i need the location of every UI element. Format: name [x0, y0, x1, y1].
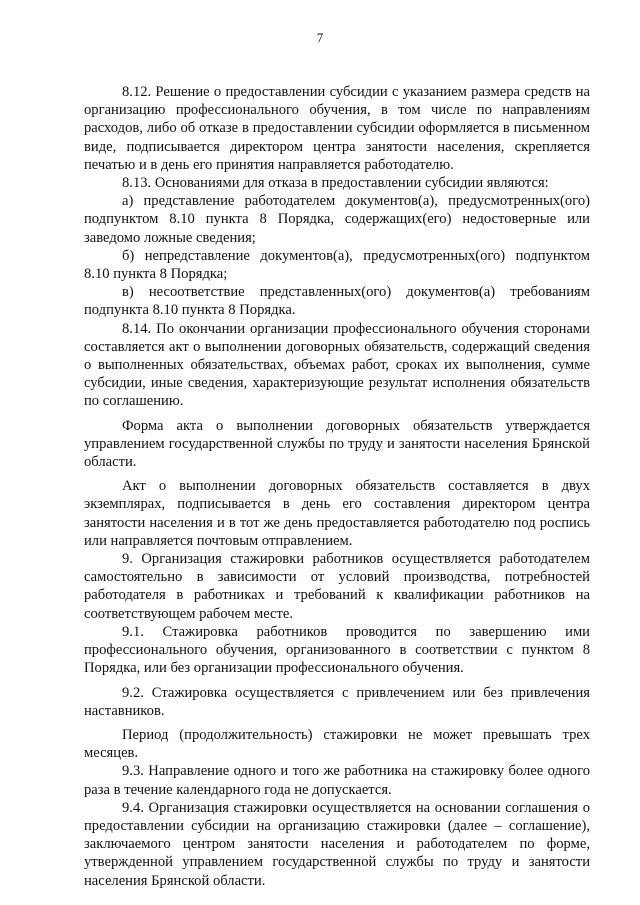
paragraph-act-copies: Акт о выполнении договорных обязательств составляется в двух экземплярах, подписывается в день его составления директором центра занятости населения и в тот же день предоставляется работодателю под роспись или направляется почтовым отправлением. [84, 478, 590, 549]
paragraph-9-1: 9.1. Стажировка работников проводится по завершению ими профессионального обучения, организованного в соответствии с пунктом 8 Порядка, или без организации профессионального обучения. [84, 623, 590, 677]
paragraph-8-13-a: а) представление работодателем документов(а), предусмотренных(ого) подпунктом 8.10 пункта 8 Порядка, содержащих(его) недостоверные или заведомо ложные сведения; [84, 193, 590, 246]
document-body [84, 83, 590, 890]
paragraph-8-13-b: б) непредставление документов(а), предусмотренных(ого) подпунктом 8.10 пункта 8 Порядка; [84, 247, 590, 283]
paragraph-8-14: 8.14. По окончании организации профессионального обучения сторонами составляется акт о выполнении договорных обязательств, содержащий сведения о выполненных обязательствах, объемах работ, сроках их выполнения, сумме субсидии, иные сведения, характеризующие результат исполнения обязательств по соглашению. [84, 320, 590, 410]
paragraph-internship-period: Период (продолжительность) стажировки не может превышать трех месяцев. [84, 726, 590, 762]
paragraph-8-13: 8.13. Основаниями для отказа в предоставлении субсидии являются: [122, 175, 549, 192]
paragraph-9-2: 9.2. Стажировка осуществляется с привлечением или без привлечения наставников. [84, 684, 590, 719]
paragraph-act-form: Форма акта о выполнении договорных обязательств утверждается управлением государственной службы по труду и занятости населения Брянской области. [84, 417, 590, 471]
paragraph-9: 9. Организация стажировки работников осуществляется работодателем самостоятельно в зависимости от условий производства, потребностей работодателя в работниках и требований к квалификации работников на соответствующем рабочем месте. [84, 551, 590, 622]
paragraph-9-3: 9.3. Направление одного и того же работника на стажировку более одного раза в течение календарного года не допускается. [84, 763, 590, 798]
page-number: 7 [316, 30, 324, 45]
paragraph-9-4: 9.4. Организация стажировки осуществляется на основании соглашения о предоставлении субсидии на организацию стажировки (далее – соглашение), заключаемого центром занятости населения и работодателем по форме, утвержденной управлением государственной службы по труду и занятости населения Брянской области. [84, 799, 590, 889]
paragraph-8-13-v: в) несоответствие представленных(ого) документов(а) требованиям подпункта 8.10 пункта 8 Порядка. [84, 284, 590, 319]
paragraph-8-12: 8.12. Решение о предоставлении субсидии с указанием размера средств на организацию профессионального обучения, в том числе по направлениям расходов, либо об отказе в предоставлении субсидии оформляется в письменном виде, подписывается директором центра занятости населения, скрепляется печатью и в день его принятия направляется работодателю. [84, 84, 590, 173]
